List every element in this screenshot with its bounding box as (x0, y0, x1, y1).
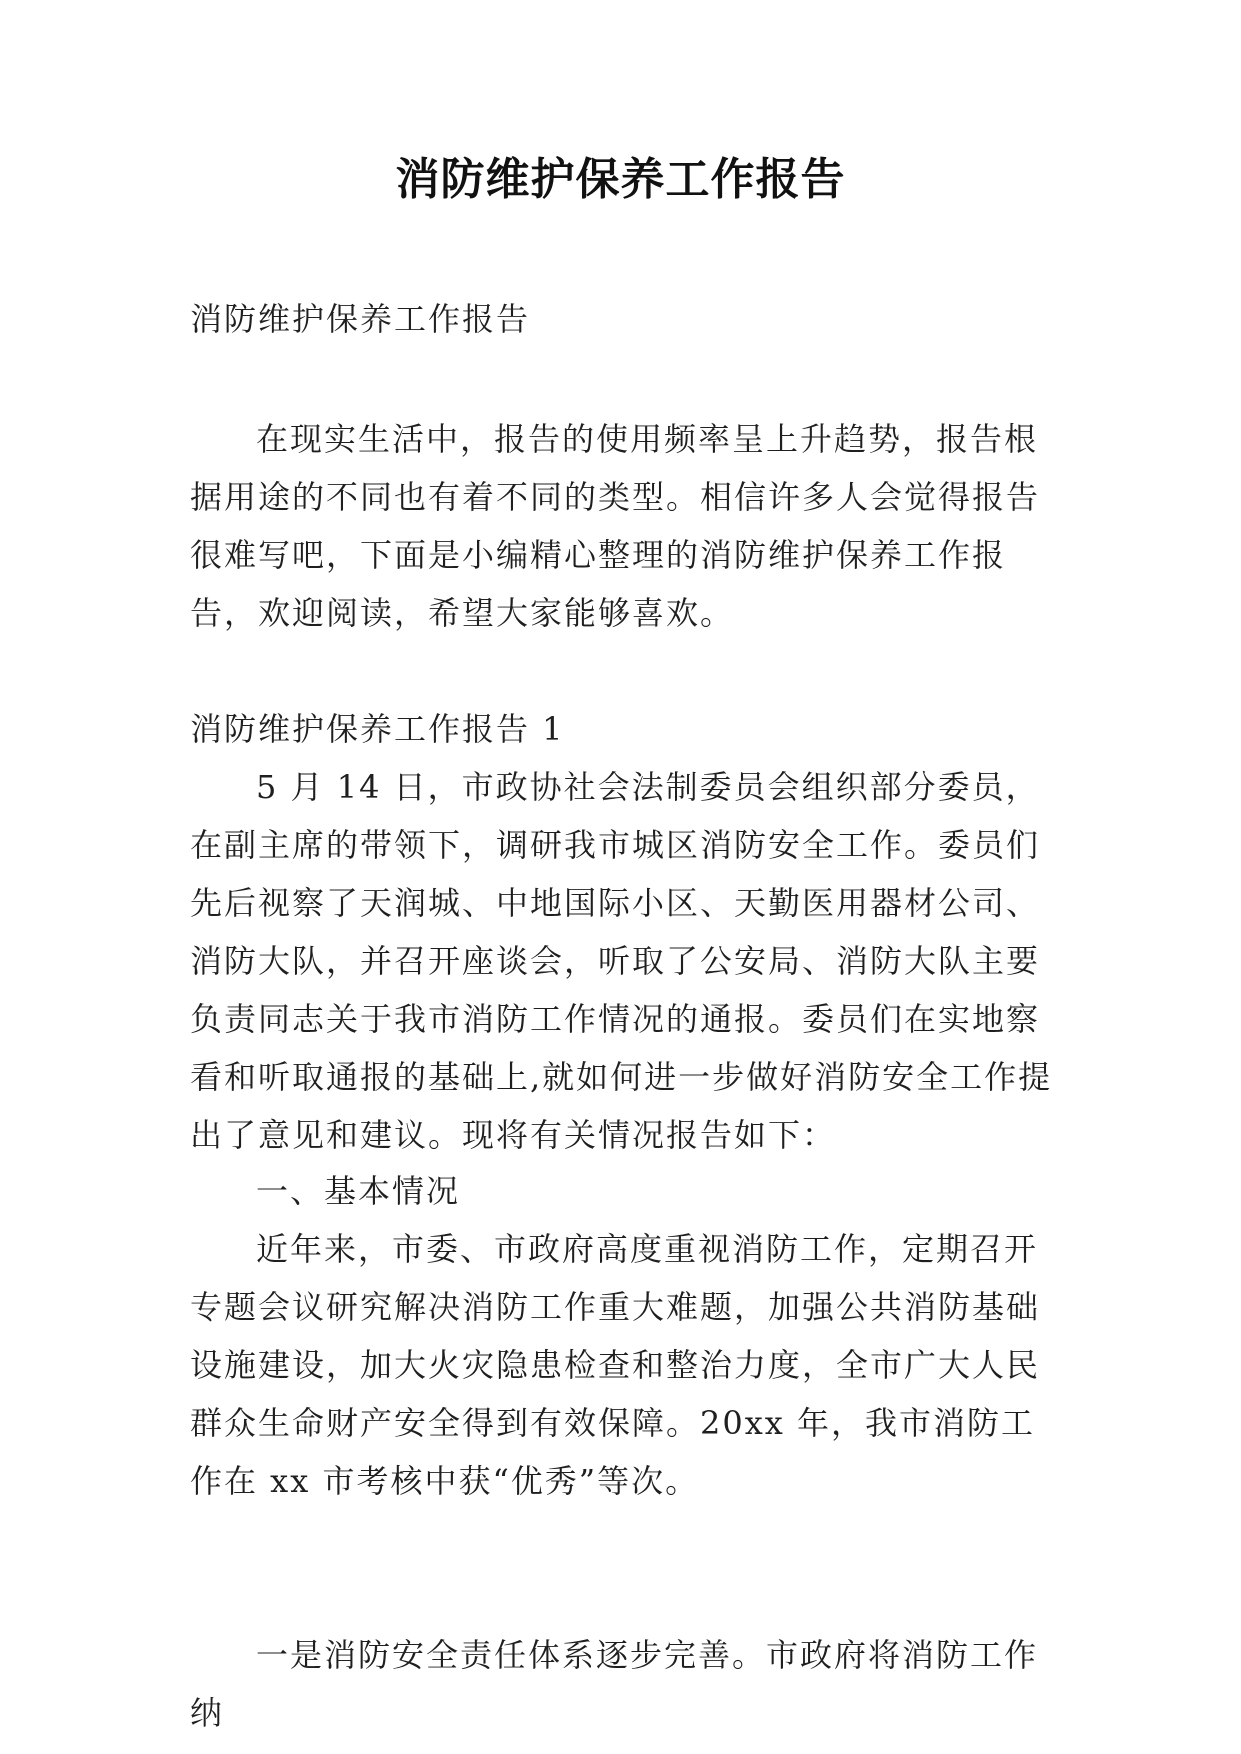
body-paragraph: 近年来，市委、市政府高度重视消防工作，定期召开专题会议研究解决消防工作重大难题，加强公共消防基础设施建设，加大火灾隐患检查和整治力度，全市广大人民群众生命财产安全得到有效保障。20xx 年，我市消防工作在 xx 市考核中获“优秀”等次。 (190, 1230, 1041, 1500)
body-paragraph: 一是消防安全责任体系逐步完善。市政府将消防工作纳 (190, 1636, 1039, 1732)
body-paragraph: 5 月 14 日，市政协社会法制委员会组织部分委员，在副主席的带领下，调研我市城区消防安全工作。委员们先后视察了天润城、中地国际小区、天勤医用器材公司、消防大队，并召开座谈会，听取了公安局、消防大队主要负责同志关于我市消防工作情况的通报。委员们在实地察看和听取通报的基础上,就如何进一步做好消防安全工作提出了意见和建议。现将有关情况报告如下： (190, 768, 1053, 1154)
intro-paragraph: 在现实生活中，报告的使用频率呈上升趋势，报告根据用途的不同也有着不同的类型。相信许多人会觉得报告很难写吧，下面是小编精心整理的消防维护保养工作报告，欢迎阅读，希望大家能够喜欢。 (190, 420, 1041, 632)
document-title: 消防维护保养工作报告 (395, 154, 846, 205)
section-heading-basic: 一、基本情况 (256, 1172, 461, 1210)
section-title: 消防维护保养工作报告 1 (190, 710, 565, 748)
document-subtitle: 消防维护保养工作报告 (190, 300, 531, 338)
